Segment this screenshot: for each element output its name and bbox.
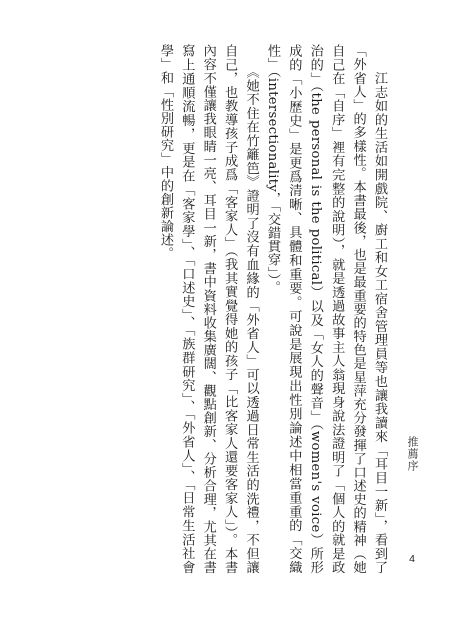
- page-number: 4: [409, 553, 415, 565]
- body-text: [90, 44, 390, 574]
- paragraph-2: 《她不住在竹籬笆》證明了沒有血緣的「外省人」可以透過日常生活的洗禮，不但讓自己，也教導孩子成爲「客家人」（我其實覺得她的孩子「比客家人還要客家人」）。本書內容不僅讓我眼睛一亮、耳目一新，書中資料收集廣闊、觀點創新、分析合理，尤其在書寫上通順流暢，更是在「客家學」、「口述史」、「族群研究」、「外省人」、「日常生活社會學」和「性別研究」中的創新論述。: [157, 44, 259, 574]
- paragraph-1: 江志如的生活如開戲院、廚工和女工宿舍管理員等也讓我讀來「耳目一新」，看到了「外省人」的多樣性。本書最後，也是最重要的特色是星萍充分發揮了口述史的精神（她自己在「自序」裡有完整的說明），就是透過故事主人翁現身說法證明了「個人的就是政治的」（the personal is the political）以及「女人的聲音」（women's voice）所形成的「小歷史」是更爲清晰、具體和重要。可說是展現出性別論述中相當重重的「交織性」（intersectionality，「交錯貫穿」）。: [264, 44, 387, 574]
- section-label: 推薦序: [406, 436, 419, 472]
